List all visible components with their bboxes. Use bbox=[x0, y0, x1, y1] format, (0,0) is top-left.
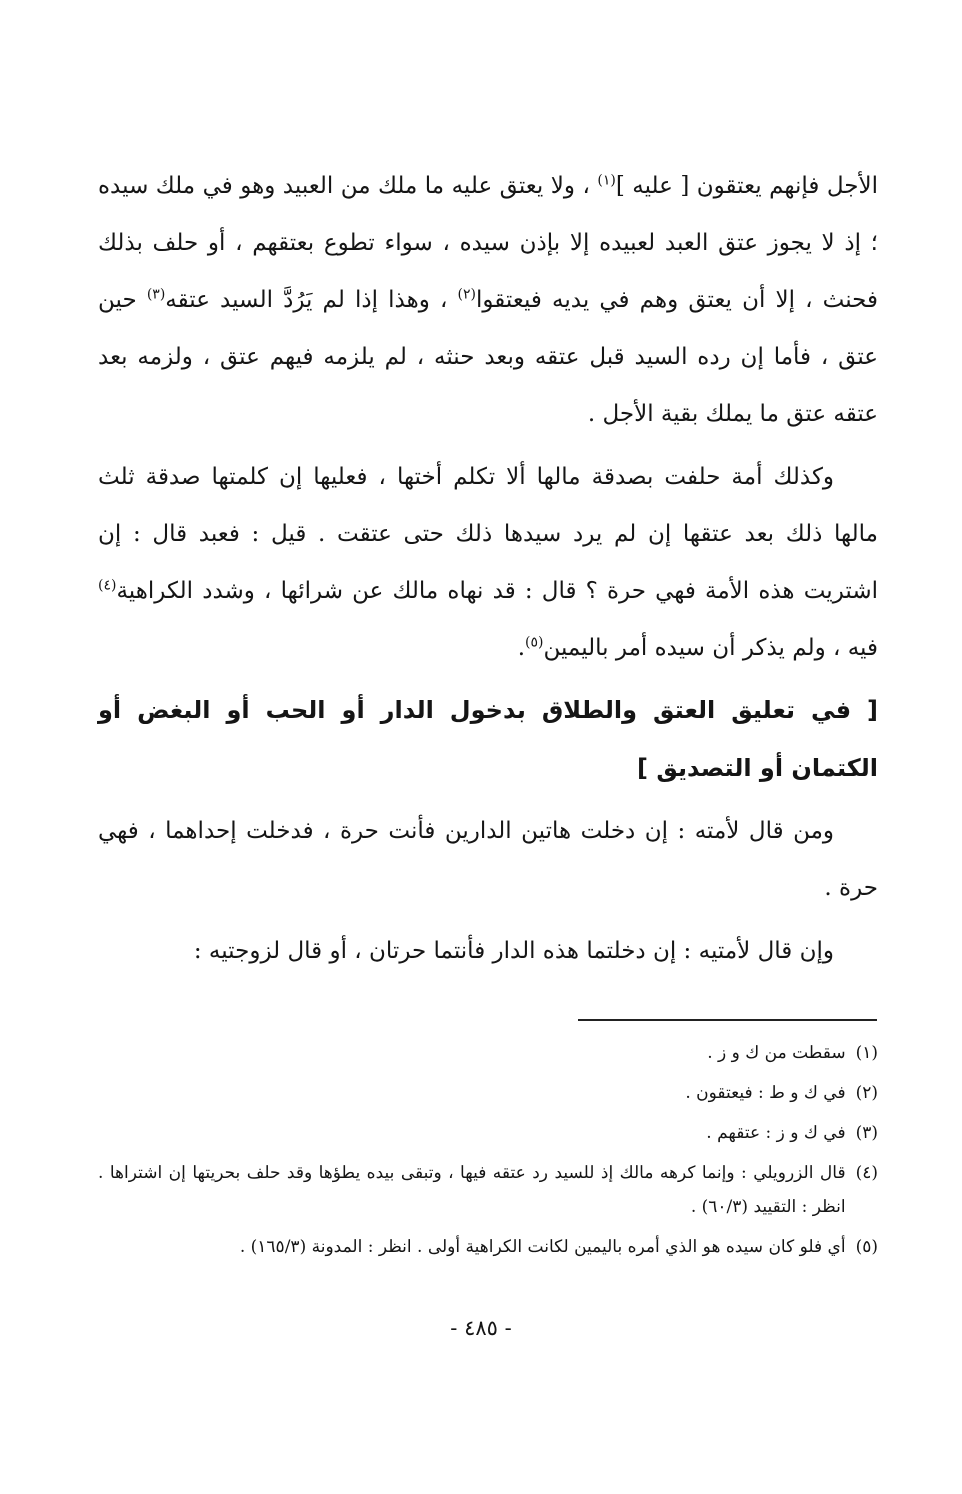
footnote-number: (١) bbox=[855, 1043, 878, 1063]
paragraph-1-text-d: حين عتق ، فأما إن رده السيد قبل عتقه وبعد حنثه ، لم يلزمه فيهم عتق ، ولزمه بعد عتقه عتق ما يملك بقية الأجل . bbox=[98, 287, 878, 427]
footnote-text: في ك و ز : عتقهم . bbox=[706, 1123, 846, 1143]
footnote-2 bbox=[98, 1076, 878, 1110]
footnote-1 bbox=[98, 1036, 878, 1070]
paragraph-1-text-c: ، وهذا إذا لم يَرُدَّ السيد عتقه bbox=[165, 287, 448, 313]
footnote-ref-3[interactable]: (٣) bbox=[146, 286, 166, 303]
paragraph-1-text-b: ، ولا يعتق عليه ما ملك من العبيد وهو في ملك سيده ؛ إذ لا يجوز عتق العبد لعبيده إلا بإذن سيده ، سواء تطوع بعتقهم ، أو حلف بذلك فحنث ، إلا أن يعتق وهم في يديه فيعتقوا bbox=[98, 173, 879, 313]
footnote-4 bbox=[98, 1156, 878, 1224]
footnote-5 bbox=[98, 1230, 878, 1264]
paragraph-2 bbox=[98, 449, 878, 677]
footnote-divider bbox=[578, 1019, 877, 1021]
footnote-text: في ك و ط : فيعتقون . bbox=[685, 1083, 846, 1103]
footnote-text: أي فلو كان سيده هو الذي أمره باليمين لكانت الكراهية أولى . انظر : المدونة (١٦٥/٣) . bbox=[239, 1237, 846, 1257]
footnote-number: (٢) bbox=[855, 1083, 878, 1103]
main-text bbox=[98, 158, 878, 980]
footnote-text: سقطت من ك و ز . bbox=[707, 1043, 846, 1063]
footnote-ref-4[interactable]: (٤) bbox=[98, 577, 117, 594]
footnote-number: (٥) bbox=[855, 1237, 878, 1257]
paragraph-1-text-a: الأجل فإنهم يعتقون [ عليه ] bbox=[615, 173, 879, 199]
paragraph-4: وإن قال لأمتيه : إن دخلتما هذه الدار فأنتما حرتان ، أو قال لزوجتيه : bbox=[193, 938, 834, 964]
footnote-number: (٣) bbox=[855, 1123, 878, 1143]
footnotes bbox=[98, 1036, 878, 1270]
paragraph-1 bbox=[98, 158, 878, 443]
footnote-3 bbox=[98, 1116, 878, 1150]
footnote-ref-5[interactable]: (٥) bbox=[525, 634, 544, 651]
footnote-number: (٤) bbox=[855, 1163, 878, 1183]
paragraph-3: ومن قال لأمته : إن دخلت هاتين الدارين فأنت حرة ، فدخلت إحداهما ، فهي حرة . bbox=[98, 818, 878, 901]
footnote-ref-1[interactable]: (١) bbox=[597, 172, 616, 189]
paragraph-2-text-b: فيه ، ولم يذكر أن سيده أمر باليمين bbox=[543, 635, 878, 661]
page-number: - ٤٨٥ - bbox=[450, 1316, 512, 1340]
footnote-ref-2[interactable]: (٢) bbox=[457, 286, 477, 303]
section-heading: [ في تعليق العتق والطلاق بدخول الدار أو الحب أو البغض أو الكتمان أو التصديق ] bbox=[98, 696, 878, 782]
footnote-text: قال الزرويلي : وإنما كرهه مالك إذ للسيد رد عتقه فيها ، وتبقى بيده يطؤها وقد حلف بحريتها إن اشتراها . انظر : التقييد (٦٠/٣) . bbox=[98, 1163, 846, 1217]
paragraph-2-text-a: وكذلك أمة حلفت بصدقة مالها ألا تكلم أختها ، فعليها إن كلمتها صدقة ثلث مالها ذلك بعد عتقها إن لم يرد سيدها ذلك حتى عتقت . قيل : فعبد قال : إن اشتريت هذه الأمة فهي حرة ؟ قال : قد نهاه مالك عن شرائها ، وشدد الكراهية bbox=[98, 464, 878, 604]
paragraph-2-text-c: . bbox=[517, 635, 525, 661]
